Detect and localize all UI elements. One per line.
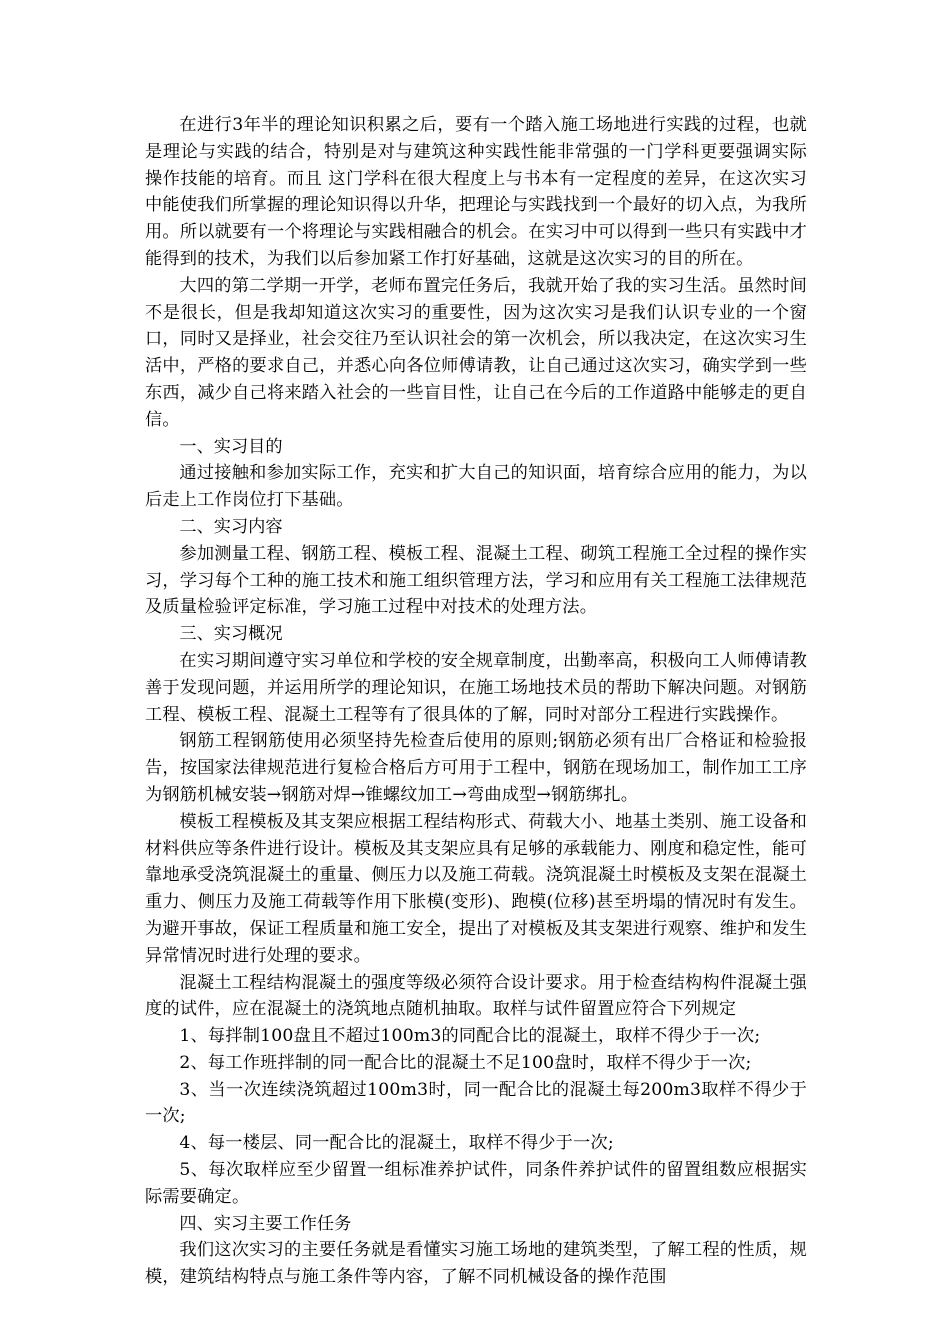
paragraph-overview: 在实习期间遵守实习单位和学校的安全规章制度，出勤率高，积极向工人师傅请教善于发现问题，并运用所学的理论知识，在施工场地技术员的帮助下解决问题。对钢筋工程、模板工程、混凝土工程等有了很具体的了解，同时对部分工程进行实践操作。 [145,650,807,725]
paragraph-rebar-work: 钢筋工程钢筋使用必须坚持先检查后使用的原则;钢筋必须有出厂合格证和检验报告，按国家法律规范进行复检合格后方可用于工程中，钢筋在现场加工，制作加工工序为钢筋机械安装→钢筋对焊→锥螺纹加工→弯曲成型→钢筋绑扎。 [145,731,807,805]
paragraph-intro: 在进行3年半的理论知识积累之后，要有一个踏入施工场地进行实践的过程，也就是理论与实践的结合，特别是对与建筑这种实践性能非常强的一门学科更要强调实际 操作技能的培育。而且 这门学科在很大程度上与书本有一定程度的差异，在这次实习中能使我们所掌握的理论知识得以升华，把理论与实践找到一个最好的切入点，为我所用。所以就要有一个将理论与实践相融合的机会。在实习中可以得到一些只有实践中才能得到的技术，为我们以后参加紧工作打好基础，这就是这次实习的目的所在。 [145,115,807,269]
document-body [145,112,807,1291]
paragraph-content: 参加测量工程、钢筋工程、模板工程、混凝土工程、砌筑工程施工全过程的操作实习，学习每个工种的施工技术和施工组织管理方法，学习和应用有关工程施工法律规范及质量检验评定标准，学习施工过程中对技术的处理方法。 [145,543,807,618]
paragraph-main-tasks: 我们这次实习的主要任务就是看懂实习施工场地的建筑类型，了解工程的性质，规模，建筑结构特点与施工条件等内容，了解不同机械设备的操作范围 [145,1240,807,1288]
paragraph-internship-start: 大四的第二学期一开学，老师布置完任务后，我就开始了我的实习生活。虽然时间不是很长，但是我却知道这次实习的重要性，因为这次实习是我们认识专业的一个窗口，同时又是择业，社会交往乃至认识社会的第一次机会，所以我决定，在这次实习生活中，严格的要求自己，并悉心向各位师傅请教，让自己通过这次实习，确实学到一些东西，减少自己将来踏入社会的一些盲目性，让自己在今后的工作道路中能够走的更自信。 [145,275,807,430]
heading-main-tasks: 四、实习主要工作任务 [179,1213,352,1234]
list-item-rule-4: 4、每一楼层、同一配合比的混凝土，取样不得少于一次; [179,1133,614,1154]
paragraph-formwork: 模板工程模板及其支架应根据工程结构形式、荷载大小、地基土类别、施工设备和材料供应等条件进行设计。模板及其支架应具有足够的承载能力、刚度和稳定性，能可靠地承受浇筑混凝土的重量、侧压力以及施工荷载。浇筑混凝土时模板及支架在混凝土重力、侧压力及施工荷载等作用下胀模(变形)、跑模(位移)甚至坍塌的情况时有发生。为避开事故，保证工程质量和施工安全，提出了对模板及其支架进行观察、维护和发生异常情况时进行处理的要求。 [145,811,807,966]
list-item-rule-5: 5、每次取样应至少留置一组标准养护试件，同条件养护试件的留置组数应根据实际需要确定。 [145,1160,807,1207]
paragraph-concrete-work: 混凝土工程结构混凝土的强度等级必须符合设计要求。用于检查结构构件混凝土强度的试件，应在混凝土的浇筑地点随机抽取。取样与试件留置应符合下列规定 [145,972,807,1020]
list-item-rule-2: 2、每工作班拌制的同一配合比的混凝土不足100盘时，取样不得少于一次; [179,1052,752,1073]
list-item-rule-1: 1、每拌制100盘且不超过100m3的同配合比的混凝土，取样不得少于一次; [179,1026,761,1047]
heading-internship-content: 二、实习内容 [179,516,283,537]
heading-internship-purpose: 一、实习目的 [179,436,283,457]
list-item-rule-3: 3、当一次连续浇筑超过100m3时，同一配合比的混凝土每200m3取样不得少于一次; [145,1079,807,1127]
heading-internship-overview: 三、实习概况 [179,624,283,645]
paragraph-purpose: 通过接触和参加实际工作，充实和扩大自己的知识面，培育综合应用的能力，为以后走上工作岗位打下基础。 [145,463,807,511]
